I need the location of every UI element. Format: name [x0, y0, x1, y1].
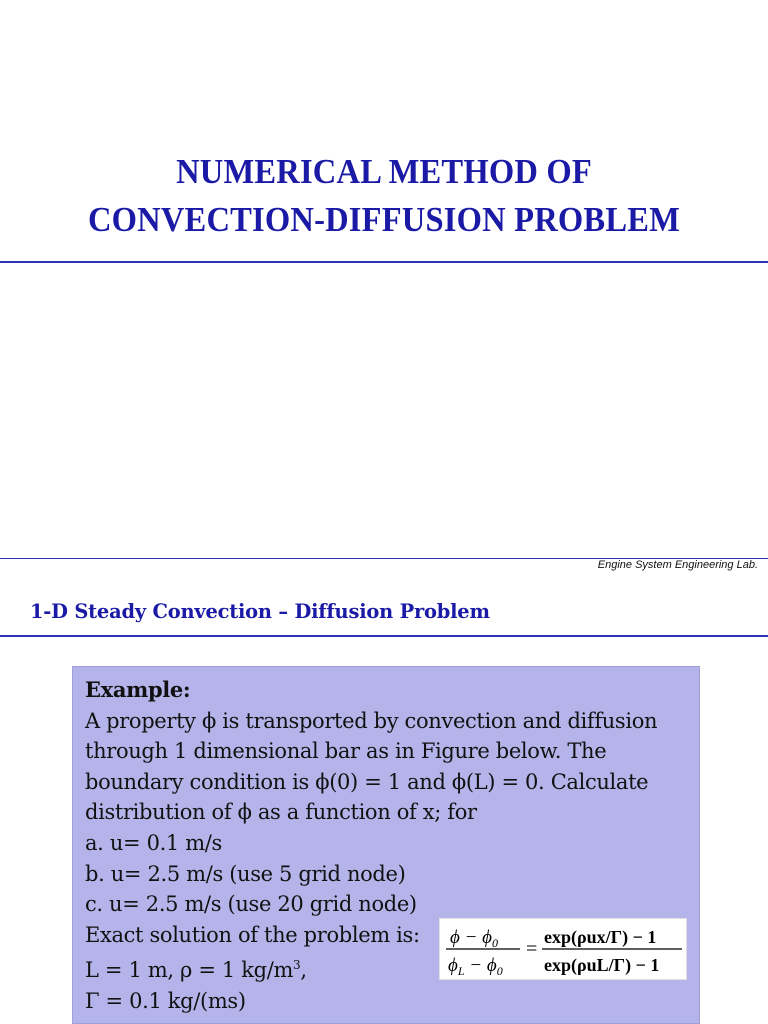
case-item: a. u= 0.1 m/s [85, 830, 222, 855]
exact-solution-formula [439, 918, 687, 980]
formula-numerator-left: $\phi - \phi_0$ [450, 927, 498, 950]
parameter-punct: , [300, 958, 307, 983]
lab-name: Engine System Engineering Lab. [597, 559, 758, 571]
formula-equals: = [526, 938, 538, 960]
title-divider [0, 261, 768, 263]
section-heading: 1-D Steady Convection – Diffusion Problem [30, 599, 490, 623]
case-item: b. u= 2.5 m/s (use 5 grid node) [85, 861, 406, 886]
parameter-line: Γ = 0.1 kg/(ms) [85, 988, 246, 1013]
slide-example [0, 558, 768, 1024]
case-item: c. u= 2.5 m/s (use 20 grid node) [85, 892, 417, 917]
formula-graphic [440, 919, 686, 979]
slide-title-heading [27, 148, 741, 244]
title-line-1: NUMERICAL METHOD OF [176, 152, 592, 191]
example-line: A property ϕ is transported by convection and diffusion [85, 708, 658, 733]
formula-denominator-right: exp(ρuL/Γ) − 1 [544, 955, 660, 975]
exact-solution-label: Exact solution of the problem is: [85, 922, 420, 947]
formula-denominator-left: $\phi_L - \phi_0$ [448, 955, 503, 978]
heading-divider [0, 635, 768, 637]
title-line-2: CONVECTION-DIFFUSION PROBLEM [87, 200, 681, 239]
parameter-text: L = 1 m, ρ = 1 kg/m [85, 958, 294, 983]
example-label: Example: [85, 677, 191, 702]
example-line: boundary condition is ϕ(0) = 1 and ϕ(L) = 0. Calculate [85, 769, 649, 794]
example-line: distribution of ϕ as a function of x; for [85, 800, 477, 825]
parameter-superscript: 3 [293, 958, 301, 973]
example-box [72, 666, 700, 1024]
example-line: through 1 dimensional bar as in Figure below. The [85, 739, 607, 764]
formula-numerator-right: exp(ρux/Γ) − 1 [544, 927, 657, 947]
